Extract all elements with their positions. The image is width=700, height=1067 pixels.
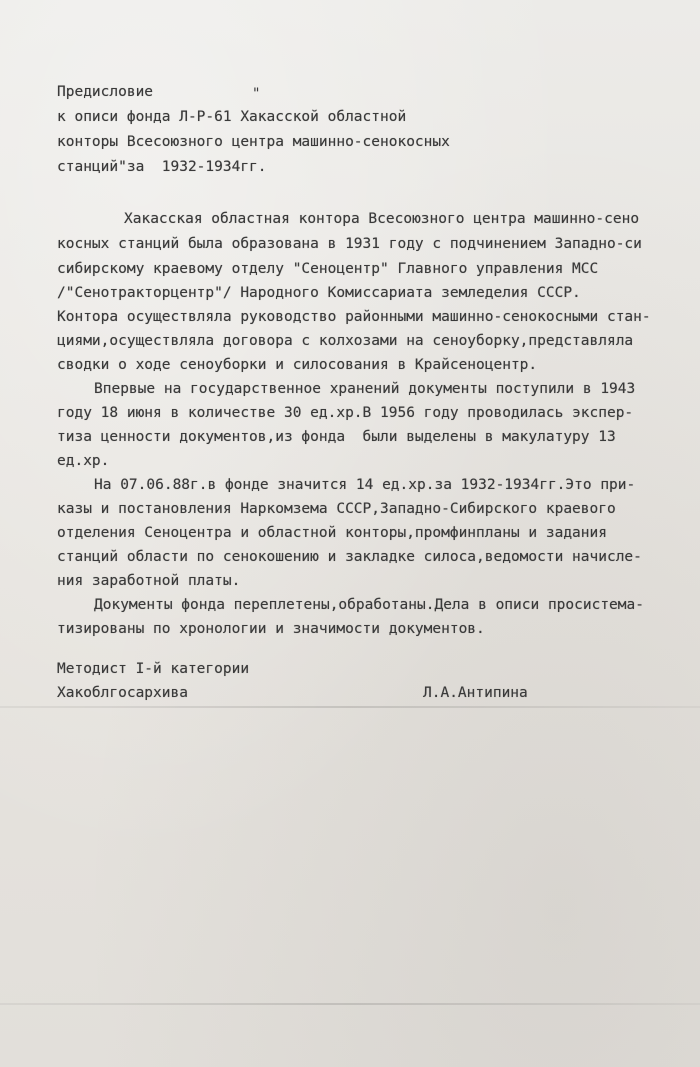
heading-line-2: к описи фонда Л-Р-61 Хакасской областной xyxy=(57,109,407,125)
body-line: Контора осуществляла руководство районными машинно-сенокосными стан- xyxy=(57,309,651,325)
body-line: тиза ценности документов,из фонда были выделены в макулатуру 13 xyxy=(57,429,616,445)
body-line: косных станций была образована в 1931 году с подчинением Западно-си xyxy=(57,236,642,252)
heading-line-4: станций"за 1932-1934гг. xyxy=(57,159,267,175)
heading-line-3: конторы Всесоюзного центра машинно-сенокосных xyxy=(57,134,450,150)
paper-fold-line xyxy=(0,1003,700,1005)
body-line: тизированы по хронологии и значимости документов. xyxy=(57,621,485,637)
paper-fold-line xyxy=(0,706,700,708)
body-line: ед.хр. xyxy=(57,453,110,469)
body-line: Хакасская областная контора Всесоюзного центра машинно-сено xyxy=(124,211,640,227)
body-line: Впервые на государственное хранений документы поступили в 1943 xyxy=(94,381,636,397)
signature-position-line-1: Методист I-й категории xyxy=(57,661,250,677)
body-line: Документы фонда переплетены,обработаны.Дела в описи просистема- xyxy=(94,597,644,613)
body-line: отделения Сеноцентра и областной конторы,промфинпланы и задания xyxy=(57,525,607,541)
body-line: станций области по сенокошению и закладке силоса,ведомости начисле- xyxy=(57,549,642,565)
body-line: /"Сенотракторцентр"/ Народного Комиссариата земледелия СССР. xyxy=(57,285,581,301)
body-line: циями,осуществляла договора с колхозами на сеноуборку,представляла xyxy=(57,333,634,349)
signature-name: Л.А.Антипина xyxy=(423,685,528,701)
body-line: году 18 июня в количестве 30 ед.хр.В 1956 году проводилась экспер- xyxy=(57,405,634,421)
body-line: казы и постановления Наркомзема СССР,Западно-Сибирского краевого xyxy=(57,501,616,517)
heading-line-1: Предисловие xyxy=(57,84,154,100)
heading-quote-mark: " xyxy=(252,86,261,102)
body-line: На 07.06.88г.в фонде значится 14 ед.хр.за 1932-1934гг.Это при- xyxy=(94,477,636,493)
signature-position-line-2: Хакоблгосархива xyxy=(57,685,188,701)
body-line: сводки о ходе сеноуборки и силосования в Крайсеноцентр. xyxy=(57,357,538,373)
body-line: ния заработной платы. xyxy=(57,573,241,589)
body-line: сибирскому краевому отделу "Сеноцентр" Главного управления МСС xyxy=(57,261,599,277)
